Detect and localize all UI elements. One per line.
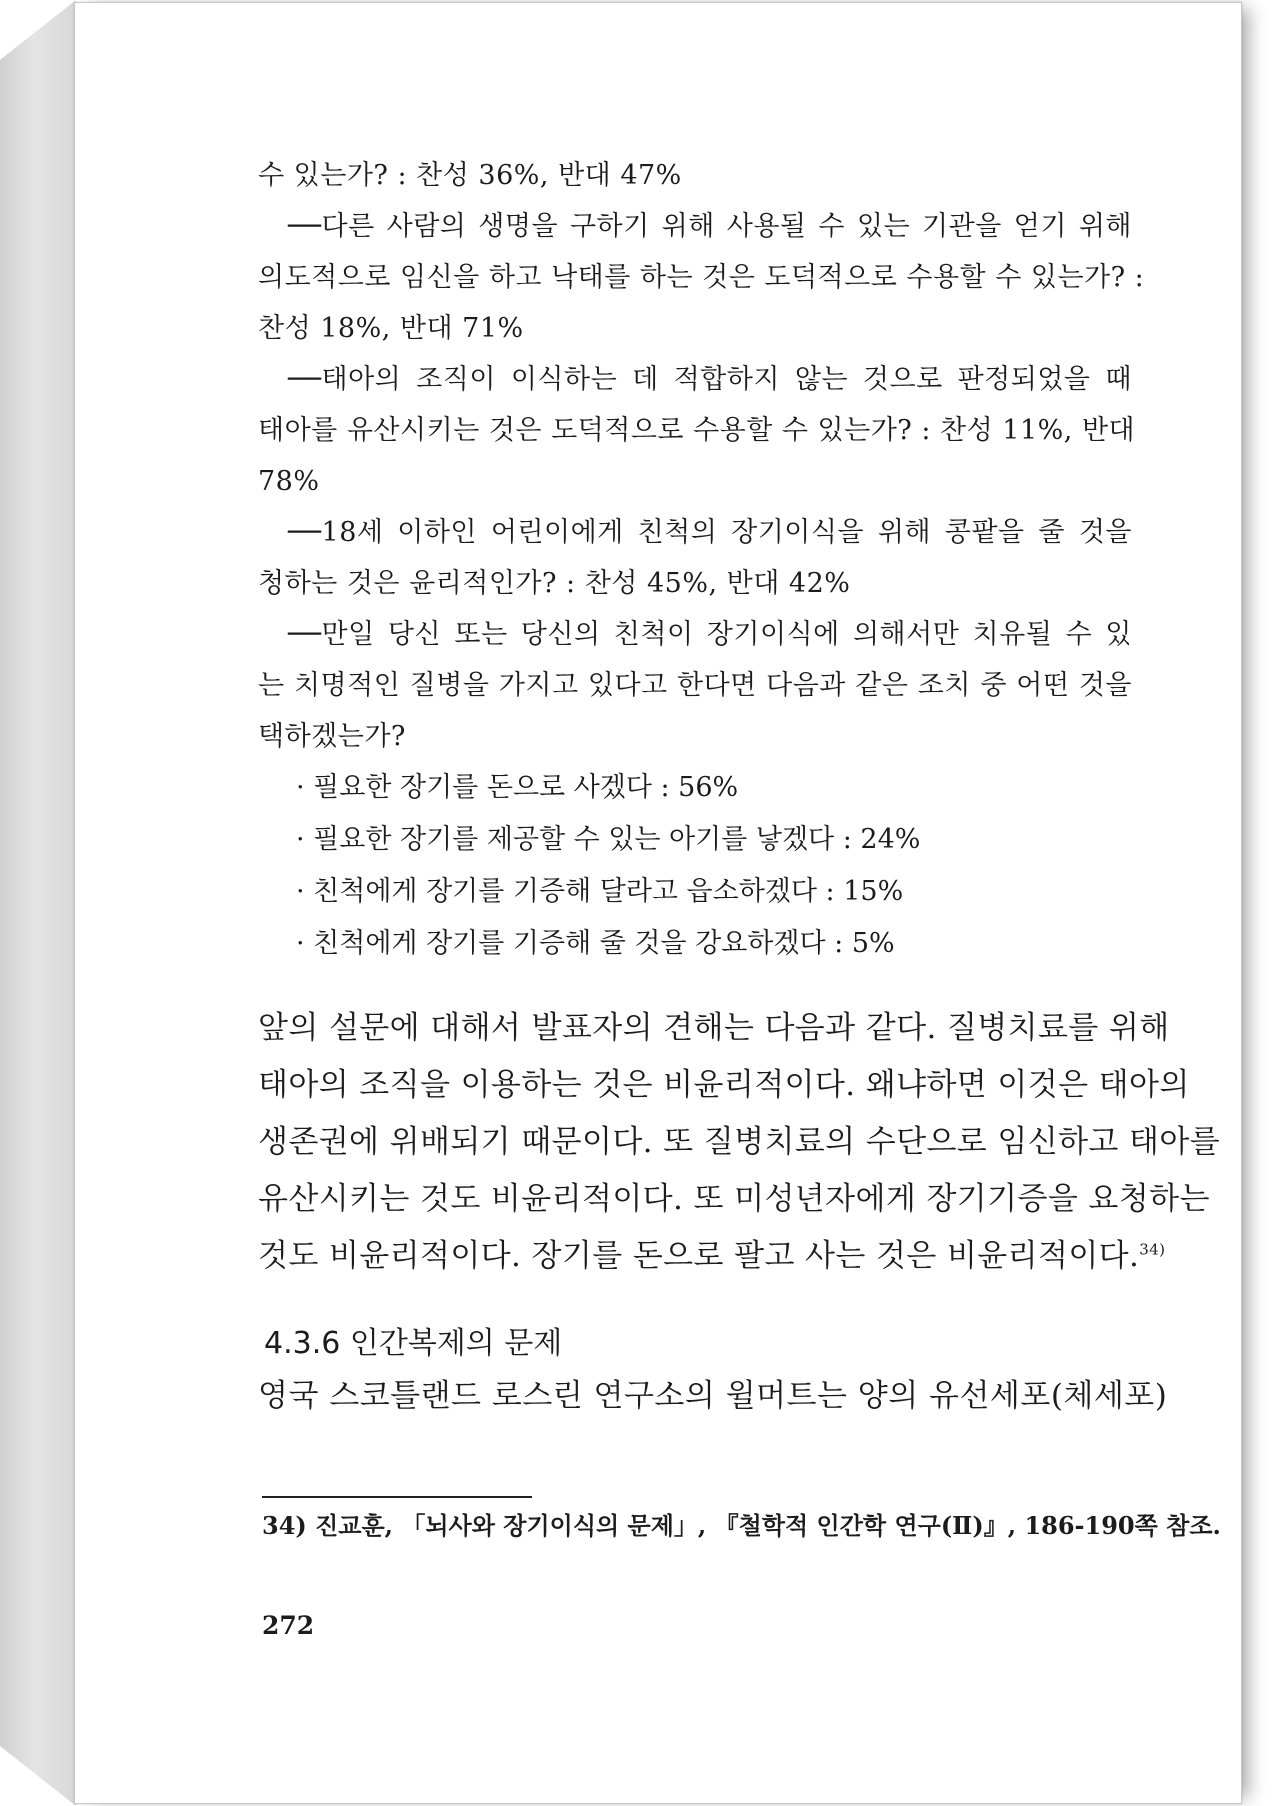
footnote-reference: 34) <box>1139 1240 1166 1259</box>
survey-line: 찬성 18%, 반대 71% <box>258 313 524 344</box>
footnote-divider <box>262 1496 532 1498</box>
survey-line: ──만일 당신 또는 당신의 친척이 장기이식에 의해서만 치유될 수 있 <box>288 619 1132 650</box>
survey-line: 태아를 유산시키는 것은 도덕적으로 수용할 수 있는가? : 찬성 11%, 반대 <box>258 415 1136 446</box>
opinion-paragraph <box>258 1000 1221 1285</box>
opinion-line: 생존권에 위배되기 때문이다. 또 질병치료의 수단으로 임신하고 태아를 <box>258 1124 1221 1160</box>
survey-options <box>258 762 1132 970</box>
survey-block <box>258 150 1145 762</box>
survey-option: · 친척에게 장기를 기증해 달라고 읍소하겠다 : 15% <box>296 876 904 907</box>
opinion-line: 유산시키는 것도 비윤리적이다. 또 미성년자에게 장기기증을 요청하는 <box>258 1181 1210 1217</box>
survey-option: · 필요한 장기를 돈으로 사겠다 : 56% <box>296 772 739 803</box>
footnote: 34) 진교훈, 「뇌사와 장기이식의 문제」, 『철학적 인간학 연구(Ⅱ)』, 186-190쪽 참조. <box>262 1511 1221 1540</box>
survey-line: 택하겠는가? <box>258 721 406 752</box>
survey-line: ──18세 이하인 어린이에게 친척의 장기이식을 위해 콩팥을 줄 것을 <box>288 517 1132 548</box>
survey-line: 수 있는가? : 찬성 36%, 반대 47% <box>258 160 682 191</box>
section-heading: 4.3.6 인간복제의 문제 <box>264 1326 563 1361</box>
page-content <box>258 150 1221 1423</box>
survey-line: ──다른 사람의 생명을 구하기 위해 사용될 수 있는 기관을 얻기 위해 <box>288 211 1132 242</box>
survey-option: · 필요한 장기를 제공할 수 있는 아기를 낳겠다 : 24% <box>296 824 921 855</box>
opinion-last-line-text: 것도 비윤리적이다. 장기를 돈으로 팔고 사는 것은 비윤리적이다. <box>258 1238 1140 1274</box>
page-number: 272 <box>262 1611 315 1640</box>
survey-line: 78% <box>258 466 320 497</box>
survey-line: ──태아의 조직이 이식하는 데 적합하지 않는 것으로 판정되었을 때 <box>288 364 1132 395</box>
survey-line: 의도적으로 임신을 하고 낙태를 하는 것은 도덕적으로 수용할 수 있는가? : <box>258 262 1145 293</box>
survey-line: 는 치명적인 질병을 가지고 있다고 한다면 다음과 같은 조치 중 어떤 것을 <box>258 670 1132 701</box>
section-first-line: 영국 스코틀랜드 로스린 연구소의 윌머트는 양의 유선세포(체세포) <box>258 1378 1168 1414</box>
book-spine <box>0 0 76 1806</box>
opinion-line: 태아의 조직을 이용하는 것은 비윤리적이다. 왜냐하면 이것은 태아의 <box>258 1067 1190 1103</box>
opinion-line: 앞의 설문에 대해서 발표자의 견해는 다음과 같다. 질병치료를 위해 <box>258 1010 1170 1046</box>
opinion-last-line <box>258 1228 1166 1285</box>
survey-line: 청하는 것은 윤리적인가? : 찬성 45%, 반대 42% <box>258 568 851 599</box>
survey-option: · 친척에게 장기를 기증해 줄 것을 강요하겠다 : 5% <box>296 928 895 959</box>
